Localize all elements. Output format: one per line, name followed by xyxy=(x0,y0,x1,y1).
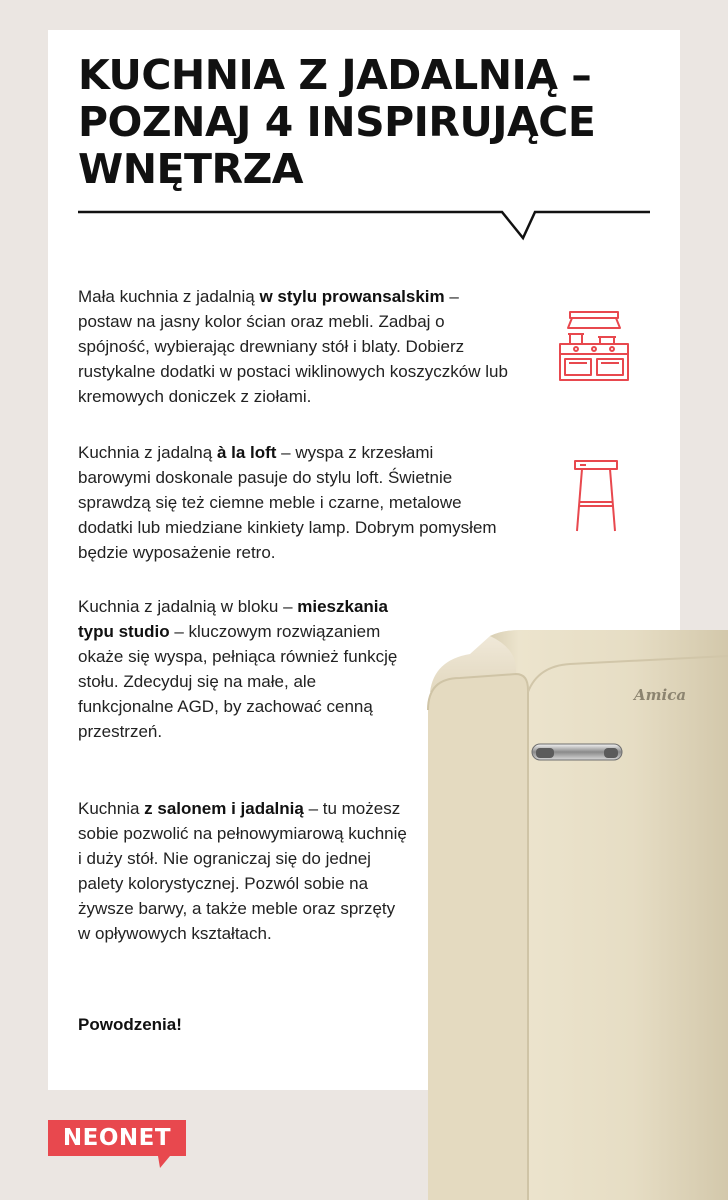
section-text: Kuchnia z jadalnią w bloku – xyxy=(78,597,298,616)
section-text: – kluczowym rozwiązaniem okaże się wyspa, pełniąca również funkcję stołu. Zdecyduj się na małe, ale funkcjonalne AGD, by zachować cenną przestrzeń. xyxy=(78,622,398,741)
page-title xyxy=(78,52,658,193)
section-loft xyxy=(78,440,508,565)
section-text: – tu możesz sobie pozwolić na pełnowymiarową kuchnię i duży stół. Nie ograniczaj się do jednej palety kolorystycznej. Pozwól sobie na żywsze barwy, a także meble oraz sprzęty w opływowych kształtach. xyxy=(78,799,407,943)
speech-bubble-divider xyxy=(78,208,652,244)
section-text: Kuchnia xyxy=(78,799,145,818)
section-text: Mała kuchnia z jadalnią xyxy=(78,287,260,306)
retro-fridge-image xyxy=(420,630,728,1200)
fridge-brand-label: Amica xyxy=(634,686,687,704)
title-line-1: KUCHNIA Z JADALNIĄ – xyxy=(78,51,592,99)
section-text: Kuchnia z jadalną xyxy=(78,443,217,462)
section-highlight: mieszkania typu studio xyxy=(78,597,388,641)
section-studio xyxy=(78,594,398,744)
kitchen-stove-icon xyxy=(556,308,632,384)
section-highlight: w stylu prowansalskim xyxy=(259,287,445,306)
title-line-3: WNĘTRZA xyxy=(78,145,304,193)
closing-text: Powodzenia! xyxy=(78,1015,182,1034)
logo-text: NEONET xyxy=(62,1125,172,1151)
title-line-2: POZNAJ 4 INSPIRUJĄCE xyxy=(78,98,596,146)
section-highlight: z salonem i jadalnią xyxy=(144,799,304,818)
section-text: – postaw na jasny kolor ścian oraz mebli. Zadbaj o spójność, wybierając drewniany stół i blaty. Dobierz rustykalne dodatki w postaci wiklinowych koszyczków lub kremowych doniczek z ziołami. xyxy=(78,287,508,406)
bar-stool-icon xyxy=(572,458,620,534)
section-text: – wyspa z krzesłami barowymi doskonale pasuje do stylu loft. Świetnie sprawdzą się też ciemne meble i czarne, metalowe dodatki lub miedziane kinkiety lamp. Dobrym pomysłem będzie wyposażenie retro. xyxy=(78,443,497,562)
section-provencal xyxy=(78,284,508,409)
section-highlight: à la loft xyxy=(216,443,277,462)
section-living-room xyxy=(78,796,408,946)
